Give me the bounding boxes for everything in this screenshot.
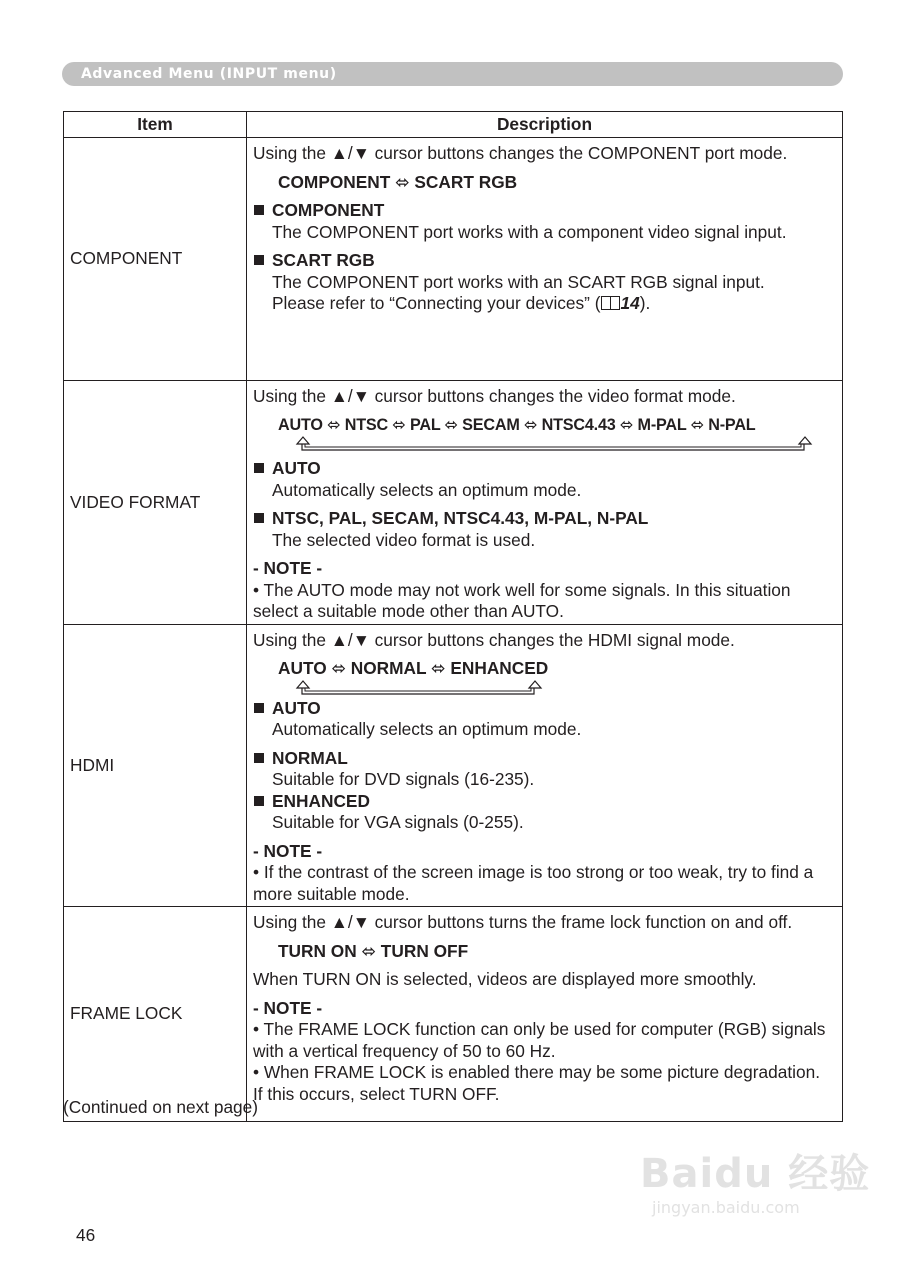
scart-rgb-option-heading: SCART RGB — [253, 250, 834, 272]
frame-lock-description: When TURN ON is selected, videos are displayed more smoothly. — [253, 969, 757, 989]
note-text-1: • The FRAME LOCK function can only be used for computer (RGB) signals with a vertical frequency of 50 to 60 Hz. — [253, 1019, 826, 1061]
baidu-watermark — [640, 1150, 870, 1218]
auto-option-description: Automatically selects an optimum mode. — [272, 479, 582, 500]
table-row-component — [64, 138, 843, 381]
description-hdmi — [247, 624, 843, 907]
description-frame-lock — [247, 907, 843, 1122]
formats-option-description: The selected video format is used. — [272, 529, 536, 550]
note-heading: - NOTE - — [253, 558, 323, 578]
hdmi-auto-option-description: Automatically selects an optimum mode. — [272, 719, 582, 739]
column-header-item: Item — [64, 112, 247, 138]
note-heading: - NOTE - — [253, 997, 323, 1018]
bullet-square-icon — [254, 463, 264, 473]
bullet-square-icon — [254, 255, 264, 265]
note-heading: - NOTE - — [253, 840, 323, 861]
frame-lock-mode-sequence: TURN ON ⬄ TURN OFF — [278, 940, 469, 961]
note-text-2: • When FRAME LOCK is enabled there may be some picture degradation. If this occurs, select TURN OFF. — [253, 1062, 821, 1104]
hdmi-normal-option-heading: NORMAL — [253, 748, 834, 770]
component-option-heading: COMPONENT — [253, 200, 834, 222]
input-menu-table — [63, 111, 843, 1122]
hdmi-auto-option-heading: AUTO — [253, 698, 834, 720]
hdmi-mode-sequence: AUTO ⬄ NORMAL ⬄ ENHANCED — [278, 658, 549, 678]
cycle-loop-arrow-icon — [293, 680, 543, 698]
component-mode-sequence: COMPONENT ⬄ SCART RGB — [278, 171, 518, 192]
item-video-format: VIDEO FORMAT — [64, 381, 247, 625]
bullet-square-icon — [254, 513, 264, 523]
table-row-video-format — [64, 381, 843, 625]
continued-notice: (Continued on next page) — [63, 1097, 259, 1117]
hdmi-enhanced-option-description: Suitable for VGA signals (0-255). — [272, 812, 524, 832]
table-header-row — [64, 112, 843, 138]
bullet-square-icon — [254, 703, 264, 713]
component-intro: Using the ▲/▼ cursor buttons changes the COMPONENT port mode. — [253, 143, 788, 163]
column-header-description: Description — [247, 112, 843, 138]
item-frame-lock: FRAME LOCK — [64, 907, 247, 1122]
table-row-hdmi — [64, 624, 843, 907]
cycle-loop-arrow-icon — [293, 436, 813, 454]
item-hdmi: HDMI — [64, 624, 247, 907]
frame-lock-intro: Using the ▲/▼ cursor buttons turns the frame lock function on and off. — [253, 912, 793, 932]
hdmi-enhanced-option-heading: ENHANCED — [253, 791, 834, 813]
page-number: 46 — [76, 1225, 96, 1245]
scart-rgb-option-description: The COMPONENT port works with an SCART RGB signal input. — [272, 271, 765, 292]
component-option-description: The COMPONENT port works with a component video signal input. — [272, 221, 787, 242]
note-text: • The AUTO mode may not work well for some signals. In this situation select a suitable mode other than AUTO. — [253, 579, 791, 621]
section-header-bar — [62, 62, 843, 86]
bullet-square-icon — [254, 753, 264, 763]
auto-option-heading: AUTO — [253, 458, 834, 480]
hdmi-intro: Using the ▲/▼ cursor buttons changes the HDMI signal mode. — [253, 629, 735, 650]
table-row-frame-lock — [64, 907, 843, 1122]
scart-rgb-reference: Please refer to “Connecting your devices” ( 14). — [272, 293, 651, 313]
item-component: COMPONENT — [64, 138, 247, 381]
description-video-format — [247, 381, 843, 625]
description-component — [247, 138, 843, 381]
section-title: Advanced Menu (INPUT menu) — [81, 66, 337, 82]
watermark-logo: Baidu 经验 — [640, 1151, 871, 1197]
bullet-square-icon — [254, 205, 264, 215]
formats-option-heading: NTSC, PAL, SECAM, NTSC4.43, M-PAL, N-PAL — [253, 508, 834, 530]
page-reference: 14 — [620, 293, 640, 313]
note-text: • If the contrast of the screen image is too strong or too weak, try to find a more suitable mode. — [253, 862, 814, 904]
watermark-url: jingyan.baidu.com — [652, 1198, 800, 1217]
video-format-mode-sequence: AUTO ⬄ NTSC ⬄ PAL ⬄ SECAM ⬄ NTSC4.43 ⬄ M-PAL ⬄ N-PAL — [278, 415, 756, 434]
hdmi-normal-option-description: Suitable for DVD signals (16-235). — [272, 769, 535, 789]
book-reference-icon — [601, 296, 620, 310]
bullet-square-icon — [254, 796, 264, 806]
video-format-intro: Using the ▲/▼ cursor buttons changes the video format mode. — [253, 386, 736, 406]
